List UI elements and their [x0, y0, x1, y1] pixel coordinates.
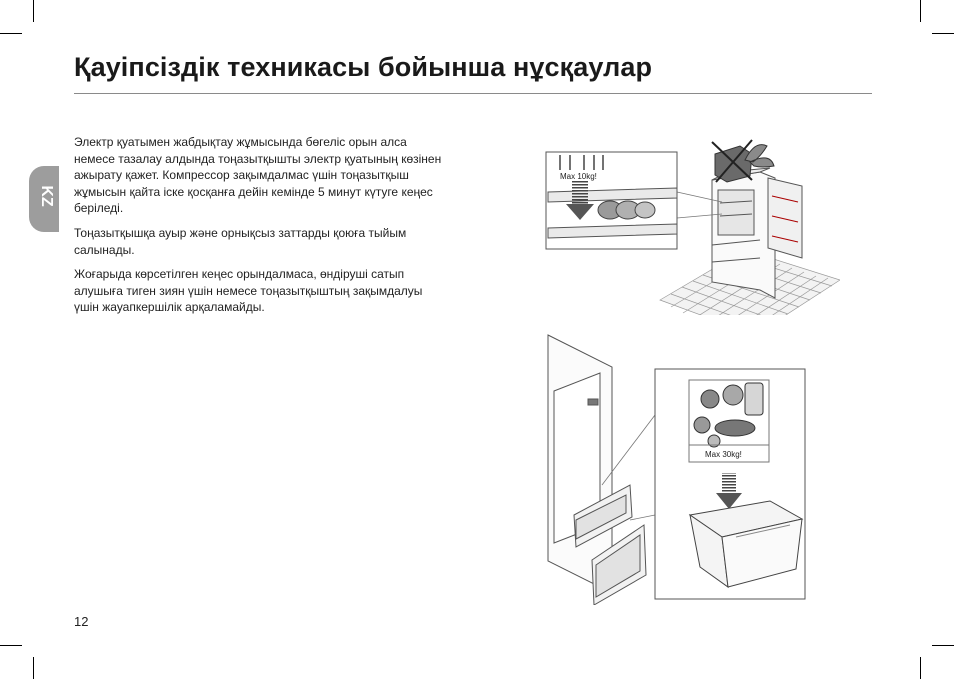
- crop-mark: [33, 0, 34, 22]
- crop-mark: [932, 645, 954, 646]
- shelf-load-figure: [540, 130, 840, 315]
- drawer-max-label: Max 30kg!: [705, 450, 742, 459]
- page-title: Қауіпсіздік техникасы бойынша нұсқаулар: [74, 52, 653, 82]
- page-number: 12: [74, 614, 89, 629]
- shelf-max-label: Max 10kg!: [560, 172, 597, 181]
- crop-mark: [920, 657, 921, 679]
- crop-mark: [33, 657, 34, 679]
- paragraph: Электр қуатымен жабдықтау жұмысында бөгеліс орын алса немесе тазалау алдында тоңазытқышты электр қуатының көзінен ажырату қажет. Компрессор зақымдалмас үшін тоңазытқыш жұмысын қайта іске қосқанға дейін кемінде 5 минут күтуге кеңес беріледі.: [74, 135, 442, 216]
- crop-mark: [0, 33, 22, 34]
- language-tab-label: KZ: [38, 185, 55, 207]
- drawer-load-figure: [540, 325, 810, 605]
- crop-mark: [0, 645, 22, 646]
- paragraph: Жоғарыда көрсетілген кеңес орындалмаса, өндіруші сатып алушыға тиген зиян үшін немесе тоңазытқыштың зақымдалуы үшін жауапкершілік арқаламайды.: [74, 267, 423, 315]
- title-divider: [74, 93, 872, 94]
- crop-mark: [920, 0, 921, 22]
- crop-mark: [932, 33, 954, 34]
- shelf-inset: [546, 152, 677, 249]
- language-tab: [29, 166, 59, 232]
- paragraph: Тоңазытқышқа ауыр және орнықсыз заттарды қоюға тыйым салынады.: [74, 225, 407, 257]
- body-text: [74, 134, 444, 324]
